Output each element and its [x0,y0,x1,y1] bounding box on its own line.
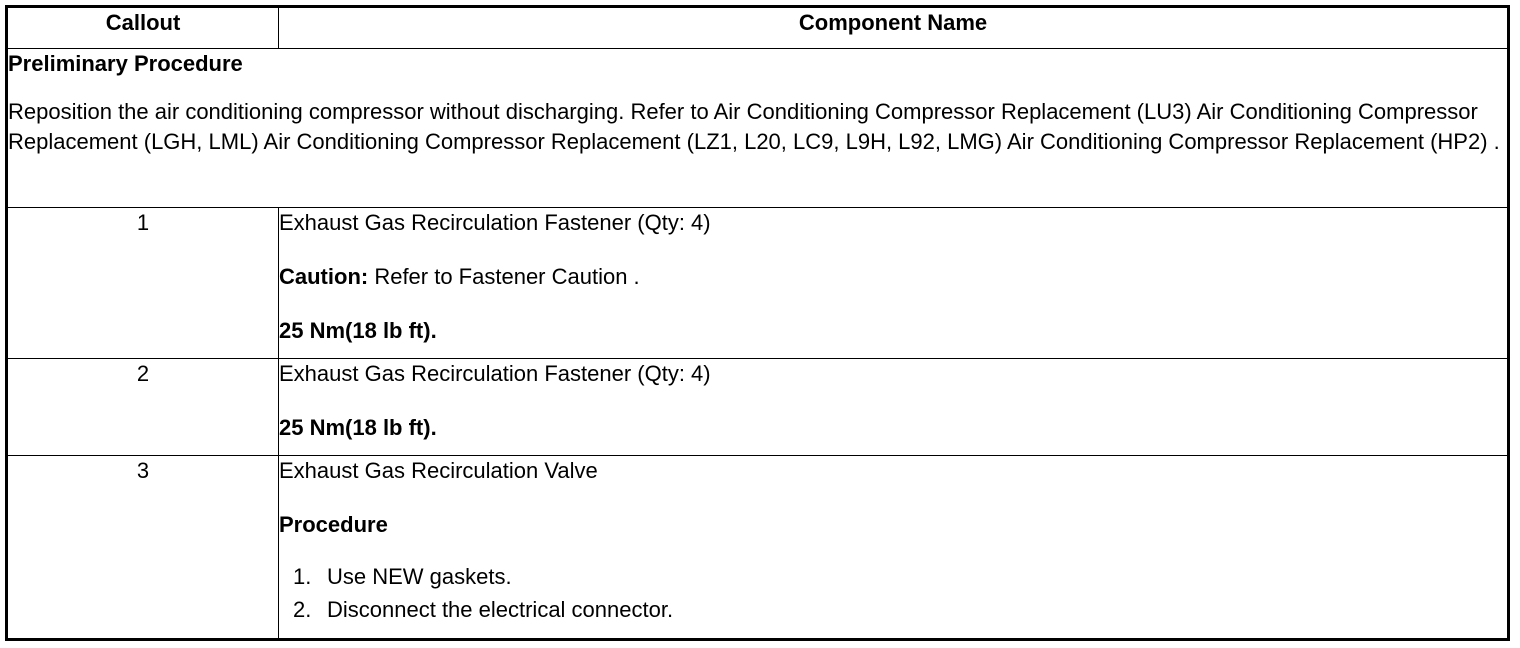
step-text: Use NEW gaskets. [327,564,512,589]
list-item [293,593,1507,626]
component-name: Exhaust Gas Recirculation Fastener (Qty: 4) [279,210,711,235]
component-cell [279,359,1509,456]
procedure-sheet [5,5,1507,641]
torque-spec: 25 Nm(18 lb ft). [279,415,437,440]
component-cell [279,456,1509,640]
step-number: 1. [293,564,312,589]
list-item [293,560,1507,593]
callout-cell: 1 [7,208,279,359]
table-row [7,456,1509,640]
table-row [7,359,1509,456]
header-row [7,7,1509,49]
component-cell [279,208,1509,359]
preliminary-row [7,49,1509,208]
table-row [7,208,1509,359]
step-text: Disconnect the electrical connector. [327,597,674,622]
caution-label: Caution: [279,264,369,289]
preliminary-title: Preliminary Procedure [8,51,243,76]
procedure-steps [279,560,1507,626]
caution-line [279,262,1507,292]
callout-cell: 2 [7,359,279,456]
callout-cell: 3 [7,456,279,640]
torque-spec: 25 Nm(18 lb ft). [279,318,437,343]
component-name: Exhaust Gas Recirculation Valve [279,458,598,483]
preliminary-text: Reposition the air conditioning compressor without discharging. Refer to Air Conditioning Compressor Replacement (LU3) Air Conditioning Compressor Replacement (LGH, LML) Air Conditioning Compressor Replacement (LZ1, L20, LC9, L9H, L92, LMG) Air Conditioning Compressor Replacement (HP2) . [8,99,1500,154]
component-table [5,5,1510,641]
callout-header: Callout [7,7,279,49]
caution-text: Refer to Fastener Caution . [368,264,640,289]
step-number: 2. [293,597,312,622]
procedure-heading: Procedure [279,512,388,537]
preliminary-cell [7,49,1509,208]
component-name-header: Component Name [279,7,1509,49]
component-name: Exhaust Gas Recirculation Fastener (Qty: 4) [279,361,711,386]
